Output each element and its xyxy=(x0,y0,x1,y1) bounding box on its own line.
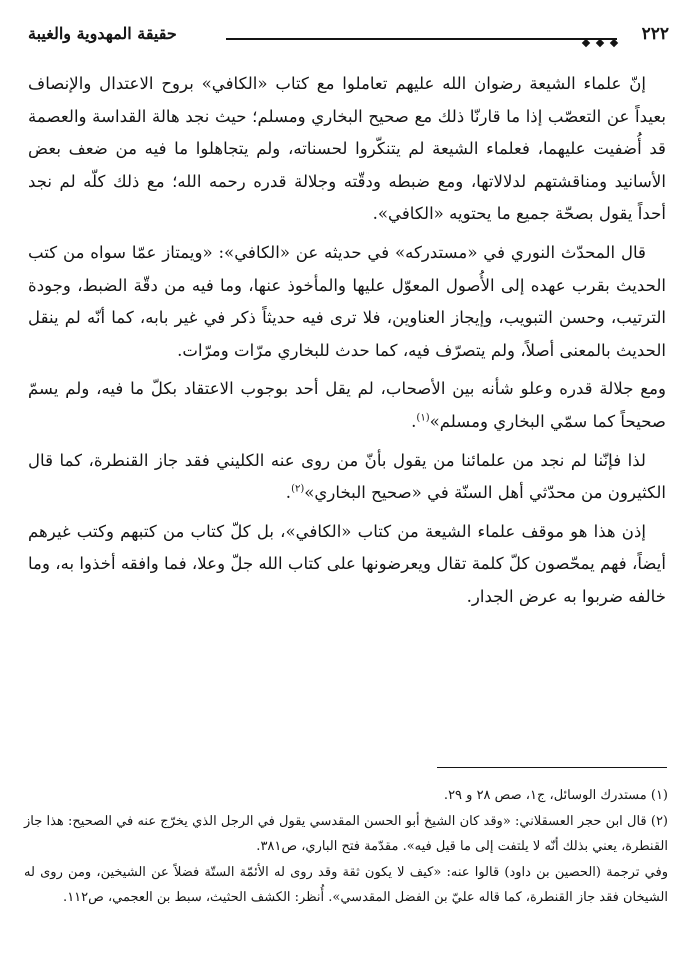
paragraph: ومع جلالة قدره وعلو شأنه بين الأصحاب، لم يقل أحد بوجوب الاعتقاد بكلّ ما فيه، ولم يسمّ صحيحاً كما سمّي البخاري ومسلم»$^{(١)}$. xyxy=(28,379,666,431)
footnote: وفي ترجمة (الحصين بن داود) قالوا عنه: «كيف لا يكون ثقة وقد روى له الأئمّة الستّة فضلاً عن الشيخين، ومن روى له الشيخان فقد جاز القنطرة، كما قاله عليّ بن الفضل المقدسي». أُنظر: الكشف الحثيث، سبط بن العجمي، ص١١٢. xyxy=(24,864,668,906)
footnote: (١) مستدرك الوسائل، ج١، صص ٢٨ و ٢٩. xyxy=(443,788,668,803)
footnote-ref[interactable]: (٢) xyxy=(291,483,305,495)
header-rule xyxy=(226,38,617,40)
paragraph: قال المحدّث النوري في «مستدركه» في حديثه عن «الكافي»: «ويمتاز عمّا سواه من كتب الحديث بقرب عهده إلى الأُصول المعوّل عليها والمأخوذ عنها، وما فيه من دقّة الضبط، وجودة الترتيب، وحسن التبويب، وإيجاز العناوين، فلا ترى فيه حديثاً ذكر في غير بابه، كما أنّه لم ينقل الحديث بالمعنى أصلاً، ولم يتصرّف فيه، كما حدث للبخاري مرّات ومرّات. xyxy=(28,242,666,360)
footnotes xyxy=(24,783,668,911)
page-number: ٢٢٢ xyxy=(641,24,669,44)
paragraph: إنّ علماء الشيعة رضوان الله عليهم تعاملوا مع كتاب «الكافي» بروح الاعتدال والإنصاف بعيداً عن التعصّب إذا ما قارنّا ذلك مع صحيح البخاري ومسلم؛ حيث نجد هالة القداسة والعصمة قد أُضفيت عليهما، فعلماء الشيعة لم يتنكّروا لحسناته، ولم يتجاهلوا ما فيه من ضعف بعض الأسانيد ومناقشتهم لدلالاتها، ومع ضبطه ودقّته وجلالة قدره رحمه الله؛ مع ذلك كلّه لم نجد أحداً يقول بصحّة جميع ما يحتويه «الكافي». xyxy=(28,74,666,224)
paragraph: إذن هذا هو موقف علماء الشيعة من كتاب «الكافي»، بل كلّ كتاب من كتبهم وكتب غيرهم أيضاً، فهم يمحّصون كلّ كلمة تقال ويعرضونها على كتاب الله جلّ وعلا، فما وافقه أخذوا به، وما خالفه ضربوا به عرض الجدار. xyxy=(28,521,666,606)
page-header xyxy=(28,20,669,52)
book-title: حقيقة المهدوية والغيبة xyxy=(28,24,177,43)
main-text xyxy=(28,68,666,614)
header-ornament-icon xyxy=(575,31,617,50)
paragraph: لذا فإنّنا لم نجد من علمائنا من يقول بأنّ من روى عنه الكليني فقد جاز القنطرة، كما قال الكثيرون من محدّثي أهل السنّة في «صحيح البخاري»$^{(٢)}$. xyxy=(28,450,666,503)
footnote-separator xyxy=(437,767,667,768)
footnote: (٢) قال ابن حجر العسقلاني: «وقد كان الشيخ أبو الحسن المقدسي يقول في الرجل الذي يخرّج عنه في الصحيح: هذا جاز القنطرة، يعني بذلك أنّه لا يلتفت إلى ما قيل فيه». مقدّمة فتح الباري، ص٣٨١. xyxy=(24,813,668,855)
footnote-ref[interactable]: (١) xyxy=(416,412,430,424)
